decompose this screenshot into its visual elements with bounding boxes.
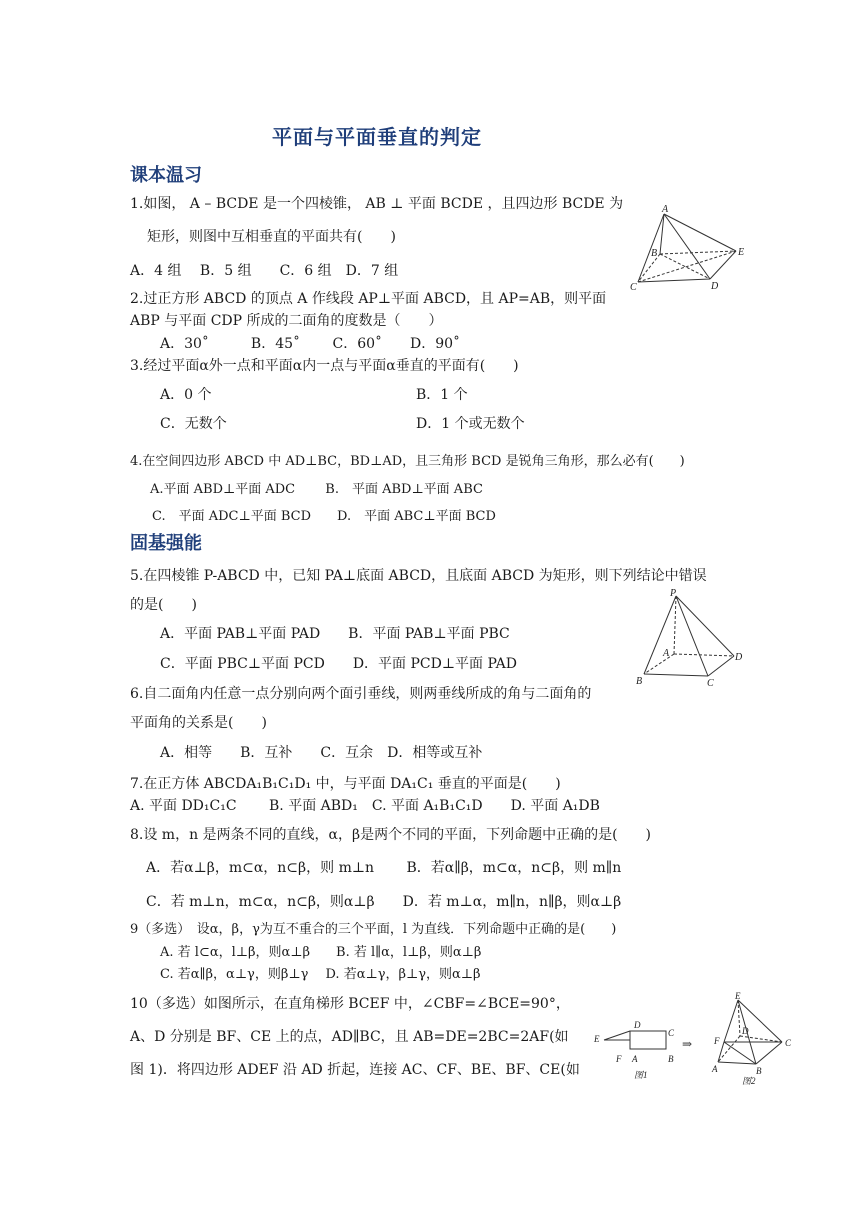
q10-fig2-label-d: D	[742, 1026, 749, 1036]
q10-stem-line2: A、D 分别是 BF、CE 上的点，AD∥BC，且 AB=DE=2BC=2AF(如	[130, 1029, 569, 1045]
q1-label-d: D	[711, 281, 719, 292]
q3-option-c: C．无数个	[160, 416, 227, 432]
q10-fig2-solid	[718, 1000, 782, 1064]
q10-fig1-label-c: C	[668, 1028, 675, 1038]
q8-stem: 8.设 m，n 是两条不同的直线，α，β是两个不同的平面，下列命题中正确的是( )	[130, 827, 652, 843]
q3-option-a: A．0 个	[160, 387, 212, 403]
q1-label-e: E	[738, 247, 745, 258]
section-heading-review: 课本温习	[130, 165, 202, 186]
q5-label-b: B	[636, 676, 643, 687]
q10-fig1-label-e: E	[594, 1034, 600, 1044]
q1-stem-line2: 矩形，则图中互相垂直的平面共有( )	[147, 229, 396, 245]
q10-fig1-label-f: F	[616, 1054, 622, 1064]
q5-label-a: A	[663, 648, 670, 659]
q1-label-b: B	[651, 248, 658, 259]
section-heading-strengthen: 固基强能	[130, 533, 202, 554]
q2-options: A．30˚ B．45˚ C．60˚ D．90˚	[160, 336, 461, 352]
q3-stem: 3.经过平面α外一点和平面α内一点与平面α垂直的平面有( )	[130, 358, 519, 374]
q5-stem-line2: 的是( )	[130, 597, 197, 613]
q10-fig1-label-d: D	[634, 1020, 641, 1030]
q1-stem-line1: 1.如图， A – BCDE 是一个四棱锥， AB ⊥ 平面 BCDE ，且四边形 BCDE 为	[130, 196, 624, 212]
q5-pyramid-figure	[634, 586, 746, 690]
q7-stem: 7.在正方体 ABCDA₁B₁C₁D₁ 中，与平面 DA₁C₁ 垂直的平面是( )	[130, 776, 561, 792]
q10-fig2-label-f: F	[714, 1036, 720, 1046]
q1-label-c: C	[630, 282, 637, 292]
q9-stem: 9（多选） 设α，β，γ为互不重合的三个平面，l 为直线．下列命题中正确的是( )	[130, 922, 617, 937]
q10-fig1-label-b: B	[668, 1054, 674, 1064]
q9-options-cd: C. 若α∥β，α⊥γ，则β⊥γ D. 若α⊥γ，β⊥γ，则α⊥β	[160, 967, 481, 982]
q10-stem-line1: 10（多选）如图所示，在直角梯形 BCEF 中，∠CBF=∠BCE=90°，	[130, 996, 570, 1012]
page-title: 平面与平面垂直的判定	[272, 125, 482, 149]
q1-label-a: A	[662, 204, 669, 215]
q5-options-cd: C．平面 PBC⊥平面 PCD D．平面 PCD⊥平面 PAD	[160, 656, 517, 672]
q1-pyramid-figure	[626, 202, 756, 292]
q2-stem-line1: 2.过正方形 ABCD 的顶点 A 作线段 AP⊥平面 ABCD，且 AP=AB，则平面	[130, 291, 607, 307]
q10-fig1-trapezoid	[604, 1031, 666, 1049]
q5-label-c: C	[707, 678, 714, 689]
q10-figures	[590, 990, 800, 1090]
q10-fig1-label-a: A	[632, 1054, 638, 1064]
q4-options-ab: A.平面 ABD⊥平面 ADC B. 平面 ABD⊥平面 ABC	[150, 482, 483, 497]
q9-options-ab: A. 若 l⊂α，l⊥β，则α⊥β B. 若 l∥α，l⊥β，则α⊥β	[160, 945, 482, 960]
q5-label-d: D	[735, 652, 743, 663]
q6-options: A．相等 B．互补 C．互余 D．相等或互补	[160, 745, 483, 761]
q1-options: A．4 组 B．5 组 C．6 组 D．7 组	[130, 263, 399, 279]
q10-fig2-label-a: A	[712, 1064, 718, 1074]
q2-stem-line2: ABP 与平面 CDP 所成的二面角的度数是（ ）	[130, 313, 443, 329]
q3-option-d: D．1 个或无数个	[416, 416, 525, 432]
q3-option-b: B．1 个	[416, 387, 468, 403]
q10-fig2-label-b: B	[756, 1066, 762, 1076]
q10-fig2-label-c: C	[785, 1038, 792, 1048]
q10-arrow: ⇒	[682, 1037, 693, 1051]
q10-fig2-label-e: E	[735, 991, 741, 1001]
q4-options-cd: C. 平面 ADC⊥平面 BCD D. 平面 ABC⊥平面 BCD	[152, 509, 496, 524]
q8-options-ab: A．若α⊥β，m⊂α，n⊂β，则 m⊥n B．若α∥β，m⊂α，n⊂β，则 m∥n	[146, 860, 622, 876]
q5-stem-line1: 5.在四棱锥 P-ABCD 中，已知 PA⊥底面 ABCD，且底面 ABCD 为矩形，则下列结论中错误	[130, 568, 707, 584]
q6-stem-line2: 平面角的关系是( )	[130, 715, 267, 731]
q5-options-ab: A．平面 PAB⊥平面 PAD B．平面 PAB⊥平面 PBC	[160, 626, 510, 642]
q10-stem-line3: 图 1)．将四边形 ADEF 沿 AD 折起，连接 AC、CF、BE、BF、CE(如	[130, 1062, 580, 1078]
q10-fig1-caption: 图1	[634, 1070, 648, 1080]
q7-options: A. 平面 DD₁C₁C B. 平面 ABD₁ C. 平面 A₁B₁C₁D D. 平面 A₁DB	[130, 798, 600, 814]
q8-options-cd: C．若 m⊥n，m⊂α，n⊂β，则α⊥β D．若 m⊥α，m∥n，n∥β，则α⊥β	[146, 894, 622, 910]
q6-stem-line1: 6.自二面角内任意一点分别向两个面引垂线，则两垂线所成的角与二面角的	[130, 686, 592, 702]
q5-label-p: P	[670, 588, 677, 599]
q10-fig2-caption: 图2	[742, 1076, 756, 1086]
q4-stem: 4.在空间四边形 ABCD 中 AD⊥BC，BD⊥AD，且三角形 BCD 是锐角三角形，那么必有( )	[130, 454, 685, 469]
